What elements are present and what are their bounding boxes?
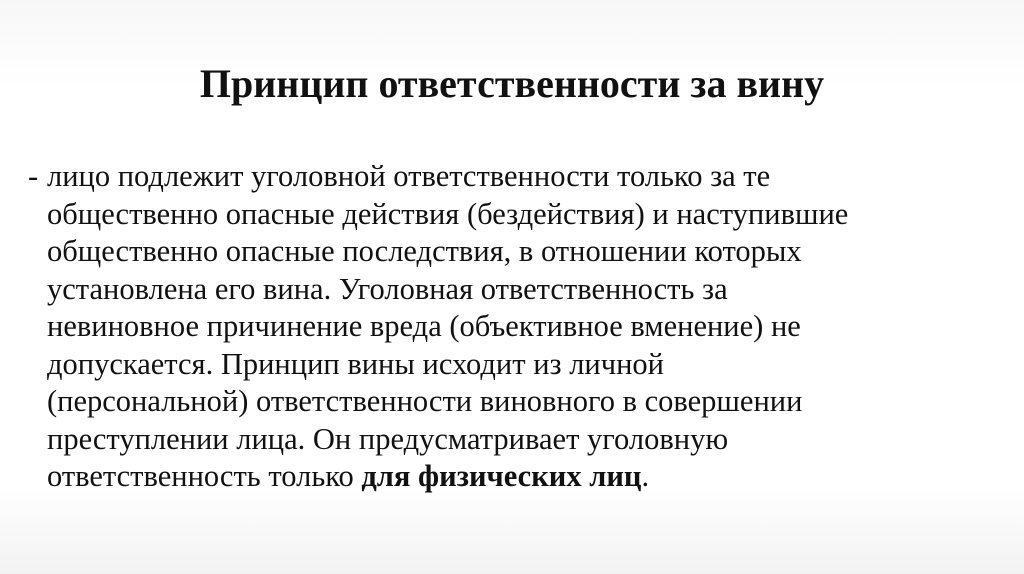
paragraph-line: установлена его вина. Уголовная ответственность за [47,271,728,306]
paragraph-line: общественно опасные последствия, в отношении которых [47,234,802,268]
paragraph-line: общественно опасные действия (бездействия) и наступившие [47,196,849,231]
bold-phrase: для физических лиц [361,459,642,493]
last-line-suffix: . [641,459,650,493]
paragraph-line: (персональной) ответственности виновного в совершении [47,384,803,418]
bullet-paragraph [47,158,988,496]
slide-title: Принцип ответственности за вину [199,61,825,106]
slide-body [28,158,988,496]
paragraph-line: невиновное причинение вреда (объективное вменение) не [47,309,801,343]
paragraph-last-line [47,458,988,496]
paragraph-line: допускается. Принцип вины исходит из личной [47,346,664,381]
bullet-dash: - [28,159,39,193]
last-line-prefix: ответственность только [47,459,362,493]
paragraph-line: лицо подлежит уголовной ответственности только за те [47,159,771,193]
bullet-item [28,158,988,496]
paragraph-line: преступлении лица. Он предусматривает уголовную [47,421,729,456]
